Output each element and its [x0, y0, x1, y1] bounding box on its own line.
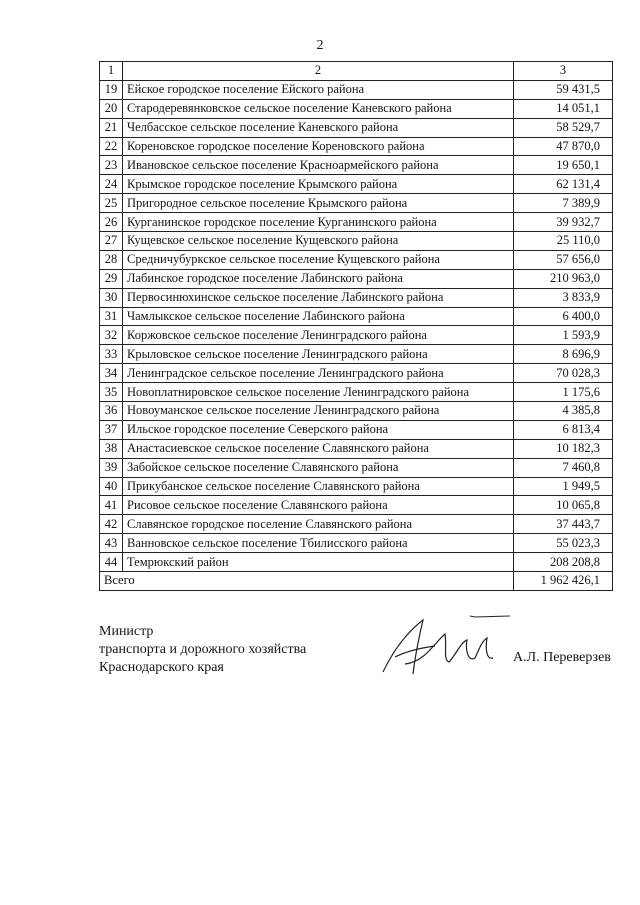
row-number: 23 — [100, 156, 123, 175]
amount-value: 6 400,0 — [514, 307, 613, 326]
settlement-name: Ивановское сельское поселение Красноармейского района — [123, 156, 514, 175]
row-number: 39 — [100, 458, 123, 477]
settlement-name: Новоплатнировское сельское поселение Ленинградского района — [123, 383, 514, 402]
amount-value: 58 529,7 — [514, 118, 613, 137]
amount-value: 70 028,3 — [514, 364, 613, 383]
position-line-1: Министр — [99, 624, 154, 639]
header-col-2: 2 — [123, 62, 514, 81]
row-number: 25 — [100, 194, 123, 213]
row-number: 40 — [100, 477, 123, 496]
header-col-3: 3 — [514, 62, 613, 81]
table-header-row — [100, 62, 613, 81]
settlement-name: Чамлыкское сельское поселение Лабинского района — [123, 307, 514, 326]
settlement-name: Средничубуркское сельское поселение Кущевского района — [123, 250, 514, 269]
table-row — [100, 553, 613, 572]
settlement-name: Кущевское сельское поселение Кущевского района — [123, 232, 514, 251]
table-row — [100, 477, 613, 496]
settlement-name: Темрюкский район — [123, 553, 514, 572]
row-number: 29 — [100, 269, 123, 288]
row-number: 37 — [100, 420, 123, 439]
settlement-name: Стародеревянковское сельское поселение Каневского района — [123, 99, 514, 118]
row-number: 41 — [100, 496, 123, 515]
settlement-name: Ильское городское поселение Северского района — [123, 420, 514, 439]
row-number: 33 — [100, 345, 123, 364]
table-row — [100, 232, 613, 251]
settlement-name: Ванновское сельское поселение Тбилисского района — [123, 534, 514, 553]
settlement-name: Забойское сельское поселение Славянского района — [123, 458, 514, 477]
row-number: 34 — [100, 364, 123, 383]
row-number: 26 — [100, 213, 123, 232]
header-col-1: 1 — [100, 62, 123, 81]
settlement-name: Славянское городское поселение Славянского района — [123, 515, 514, 534]
total-label: Всего — [100, 572, 514, 591]
amount-value: 10 065,8 — [514, 496, 613, 515]
table-row — [100, 345, 613, 364]
table-row — [100, 137, 613, 156]
settlement-name: Новоуманское сельское поселение Ленинградского района — [123, 402, 514, 421]
row-number: 24 — [100, 175, 123, 194]
amount-value: 59 431,5 — [514, 80, 613, 99]
table-row — [100, 496, 613, 515]
settlement-name: Крымское городское поселение Крымского района — [123, 175, 514, 194]
row-number: 28 — [100, 250, 123, 269]
row-number: 38 — [100, 439, 123, 458]
row-number: 19 — [100, 80, 123, 99]
settlement-name: Ленинградское сельское поселение Ленинградского района — [123, 364, 514, 383]
amount-value: 7 389,9 — [514, 194, 613, 213]
position-line-3: Краснодарского края — [99, 660, 224, 675]
table-row — [100, 118, 613, 137]
amount-value: 25 110,0 — [514, 232, 613, 251]
row-number: 30 — [100, 288, 123, 307]
table-row — [100, 515, 613, 534]
settlement-name: Прикубанское сельское поселение Славянского района — [123, 477, 514, 496]
table-row — [100, 458, 613, 477]
table-row — [100, 194, 613, 213]
total-row — [100, 572, 613, 591]
settlement-name: Кореновское городское поселение Кореновского района — [123, 137, 514, 156]
settlement-name: Крыловское сельское поселение Ленинградского района — [123, 345, 514, 364]
table-row — [100, 288, 613, 307]
amount-value: 57 656,0 — [514, 250, 613, 269]
amount-value: 55 023,3 — [514, 534, 613, 553]
settlements-table — [99, 61, 613, 591]
amount-value: 1 175,6 — [514, 383, 613, 402]
row-number: 35 — [100, 383, 123, 402]
table-row — [100, 326, 613, 345]
table-row — [100, 383, 613, 402]
settlement-name: Лабинское городское поселение Лабинского района — [123, 269, 514, 288]
settlement-name: Пригородное сельское поселение Крымского района — [123, 194, 514, 213]
row-number: 21 — [100, 118, 123, 137]
amount-value: 62 131,4 — [514, 175, 613, 194]
table-row — [100, 307, 613, 326]
table-row — [100, 402, 613, 421]
row-number: 31 — [100, 307, 123, 326]
amount-value: 4 385,8 — [514, 402, 613, 421]
table-row — [100, 80, 613, 99]
table-row — [100, 175, 613, 194]
table-row — [100, 420, 613, 439]
amount-value: 8 696,9 — [514, 345, 613, 364]
amount-value: 19 650,1 — [514, 156, 613, 175]
amount-value: 14 051,1 — [514, 99, 613, 118]
table-row — [100, 269, 613, 288]
handwritten-signature — [375, 612, 515, 682]
settlement-name: Анастасиевское сельское поселение Славянского района — [123, 439, 514, 458]
amount-value: 6 813,4 — [514, 420, 613, 439]
amount-value: 210 963,0 — [514, 269, 613, 288]
settlement-name: Коржовское сельское поселение Ленинградского района — [123, 326, 514, 345]
amount-value: 37 443,7 — [514, 515, 613, 534]
settlement-name: Первосинюхинское сельское поселение Лабинского района — [123, 288, 514, 307]
row-number: 44 — [100, 553, 123, 572]
settlement-name: Рисовое сельское поселение Славянского района — [123, 496, 514, 515]
amount-value: 47 870,0 — [514, 137, 613, 156]
amount-value: 208 208,8 — [514, 553, 613, 572]
row-number: 36 — [100, 402, 123, 421]
row-number: 22 — [100, 137, 123, 156]
table-row — [100, 534, 613, 553]
row-number: 43 — [100, 534, 123, 553]
settlement-name: Челбасское сельское поселение Каневского района — [123, 118, 514, 137]
settlement-name: Ейское городское поселение Ейского района — [123, 80, 514, 99]
signer-name: А.Л. Переверзев — [513, 650, 611, 665]
amount-value: 7 460,8 — [514, 458, 613, 477]
row-number: 27 — [100, 232, 123, 251]
table-row — [100, 213, 613, 232]
settlement-name: Курганинское городское поселение Курганинского района — [123, 213, 514, 232]
position-line-2: транспорта и дорожного хозяйства — [99, 642, 307, 657]
amount-value: 1 949,5 — [514, 477, 613, 496]
row-number: 32 — [100, 326, 123, 345]
signature-position — [99, 623, 306, 677]
table-row — [100, 156, 613, 175]
amount-value: 3 833,9 — [514, 288, 613, 307]
total-value: 1 962 426,1 — [514, 572, 613, 591]
table-row — [100, 364, 613, 383]
row-number: 20 — [100, 99, 123, 118]
page-number: 2 — [316, 38, 324, 53]
amount-value: 1 593,9 — [514, 326, 613, 345]
amount-value: 10 182,3 — [514, 439, 613, 458]
row-number: 42 — [100, 515, 123, 534]
amount-value: 39 932,7 — [514, 213, 613, 232]
table-row — [100, 99, 613, 118]
table-row — [100, 439, 613, 458]
table-row — [100, 250, 613, 269]
